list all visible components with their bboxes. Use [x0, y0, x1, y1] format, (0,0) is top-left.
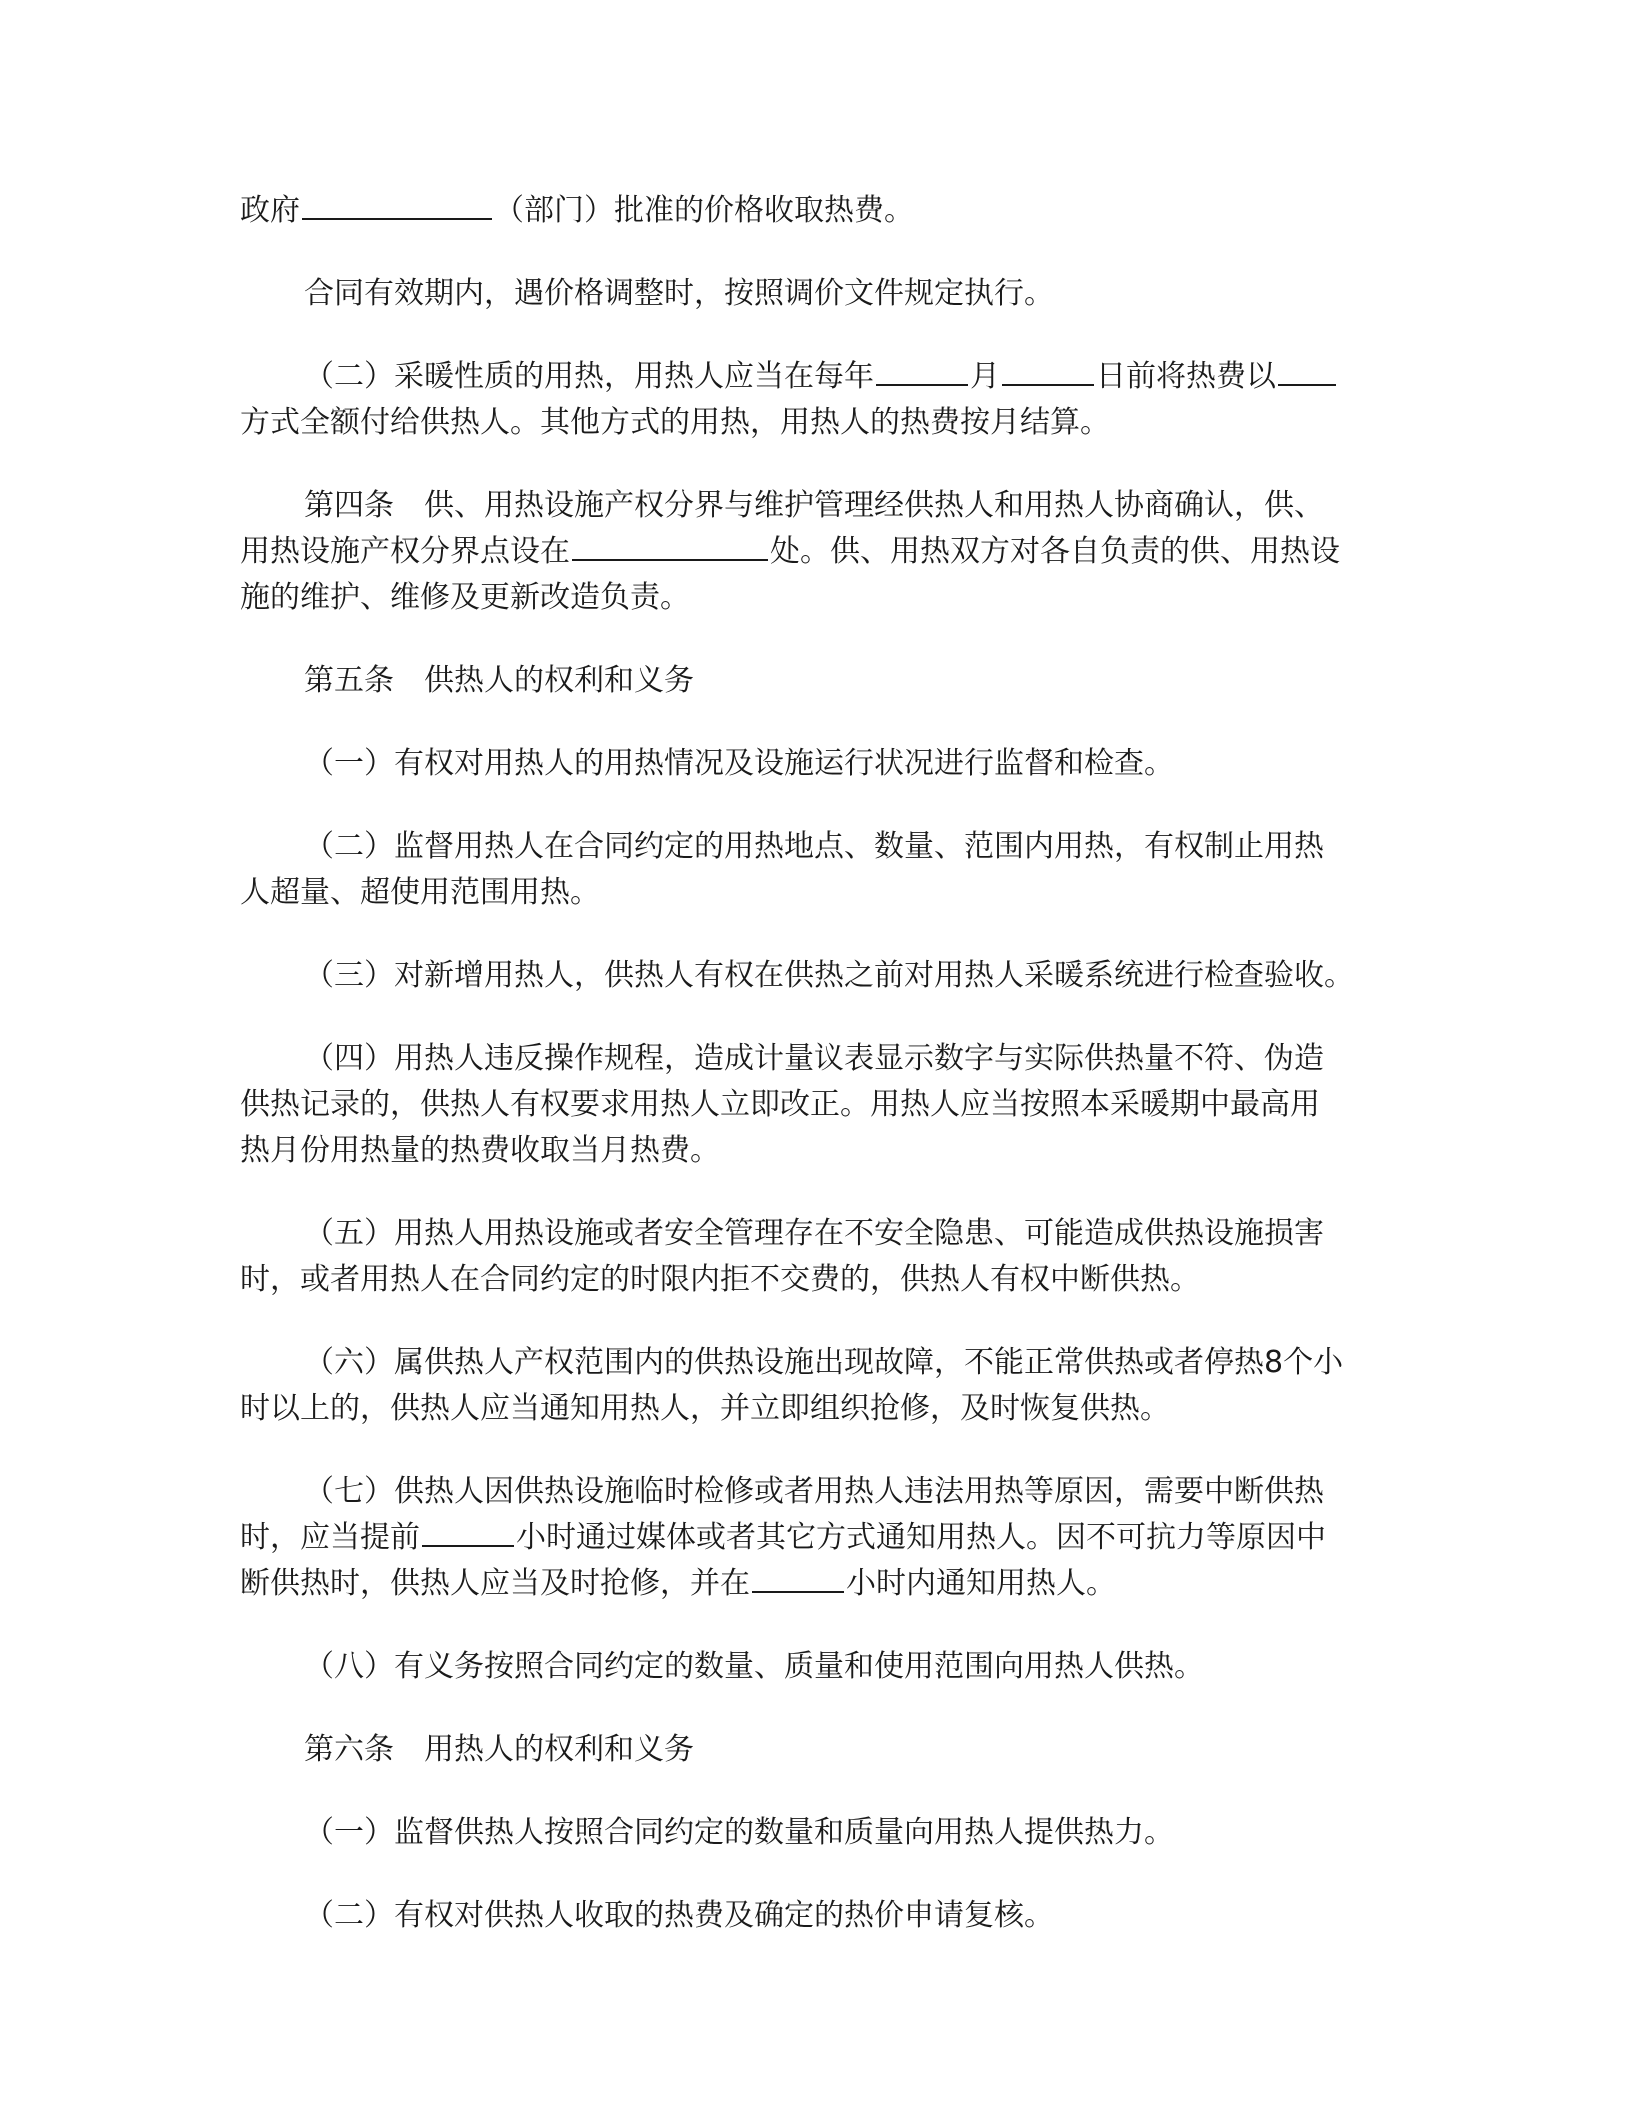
text-fragment: 第六条 用热人的权利和义务: [304, 1732, 694, 1767]
text-line: 供热记录的，供热人有权要求用热人立即改正。用热人应当按照本采暖期中最高用: [240, 1087, 1320, 1122]
fill-in-blank: [752, 1561, 844, 1593]
clause-price-adjustment: [240, 271, 1392, 317]
document-page: [240, 188, 1392, 1976]
text-line: 施的维护、维修及更新改造负责。: [240, 580, 690, 615]
text-line: （二）监督用热人在合同约定的用热地点、数量、范围内用热，有权制止用热: [304, 829, 1324, 864]
text-fragment: 方式全额付给供热人。其他方式的用热，用热人的热费按月结算。: [240, 405, 1110, 440]
text-fragment: （二）有权对供热人收取的热费及确定的热价申请复核。: [304, 1898, 1054, 1933]
fill-in-blank: [876, 354, 968, 386]
text-fragment: 政府: [240, 193, 300, 228]
text-line: （七）供热人因供热设施临时检修或者用热人违法用热等原因，需要中断供热: [304, 1474, 1324, 1509]
text-fragment: 断供热时，供热人应当及时抢修，并在: [240, 1566, 750, 1601]
text-fragment: 第五条 供热人的权利和义务: [304, 663, 694, 698]
text-fragment: 小时内通知用热人。: [846, 1566, 1116, 1601]
clause-item: [240, 824, 1392, 916]
clause-item: [240, 1469, 1392, 1607]
clause-item: [240, 1644, 1392, 1690]
clause-item: [240, 1340, 1392, 1432]
article-four: [240, 483, 1392, 621]
clause-item: [240, 1810, 1392, 1856]
text-fragment: 处。供、用热双方对各自负责的供、用热设: [770, 534, 1340, 569]
text-line: [240, 1561, 1392, 1607]
fill-in-blank: [302, 188, 492, 220]
clause-item: [240, 1211, 1392, 1303]
text-line: 时以上的，供热人应当通知用热人，并立即组织抢修，及时恢复供热。: [240, 1391, 1170, 1426]
text-line: [240, 400, 1392, 446]
text-line: （五）用热人用热设施或者安全管理存在不安全隐患、可能造成供热设施损害: [304, 1216, 1324, 1251]
text-line: （三）对新增用热人，供热人有权在供热之前对用热人采暖系统进行检查验收。: [304, 958, 1354, 993]
text-line: 时，或者用热人在合同约定的时限内拒不交费的，供热人有权中断供热。: [240, 1262, 1200, 1297]
fill-in-blank: [422, 1515, 514, 1547]
clause-item: [240, 953, 1392, 999]
text-fragment: 日前将热费以: [1096, 359, 1276, 394]
fill-in-blank: [1278, 354, 1336, 386]
text-line: [240, 529, 1392, 575]
text-fragment: 时，应当提前: [240, 1520, 420, 1555]
clause-item: [240, 1036, 1392, 1174]
clause-item: [240, 1893, 1392, 1939]
text-fragment: （部门）批准的价格收取热费。: [494, 193, 914, 228]
text-line: 人超量、超使用范围用热。: [240, 875, 600, 910]
clause-payment-method: [240, 354, 1392, 446]
fill-in-blank: [572, 529, 768, 561]
clause-item: [240, 741, 1392, 787]
text-fragment: 用热设施产权分界点设在: [240, 534, 570, 569]
article-five-heading: [240, 658, 1392, 704]
text-line: 第四条 供、用热设施产权分界与维护管理经供热人和用热人协商确认，供、: [304, 488, 1324, 523]
text-fragment: 小时通过媒体或者其它方式通知用热人。因不可抗力等原因中: [516, 1520, 1326, 1555]
text-line: [240, 354, 1392, 400]
text-fragment: （一）有权对用热人的用热情况及设施运行状况进行监督和检查。: [304, 746, 1174, 781]
text-line: [240, 1515, 1392, 1561]
text-fragment: （二）采暖性质的用热，用热人应当在每年: [304, 359, 874, 394]
text-line: （四）用热人违反操作规程，造成计量议表显示数字与实际供热量不符、伪造: [304, 1041, 1324, 1076]
text-line: 热月份用热量的热费收取当月热费。: [240, 1133, 720, 1168]
text-fragment: 合同有效期内，遇价格调整时，按照调价文件规定执行。: [304, 276, 1054, 311]
text-fragment: 月: [970, 359, 1000, 394]
text-fragment: （一）监督供热人按照合同约定的数量和质量向用热人提供热力。: [304, 1815, 1174, 1850]
clause-price-approval: [240, 188, 1392, 234]
article-six-heading: [240, 1727, 1392, 1773]
fill-in-blank: [1002, 354, 1094, 386]
text-fragment: （八）有义务按照合同约定的数量、质量和使用范围向用热人供热。: [304, 1649, 1204, 1684]
text-line: [240, 188, 1392, 234]
text-line: （六）属供热人产权范围内的供热设施出现故障，不能正常供热或者停热8个小: [304, 1345, 1344, 1380]
